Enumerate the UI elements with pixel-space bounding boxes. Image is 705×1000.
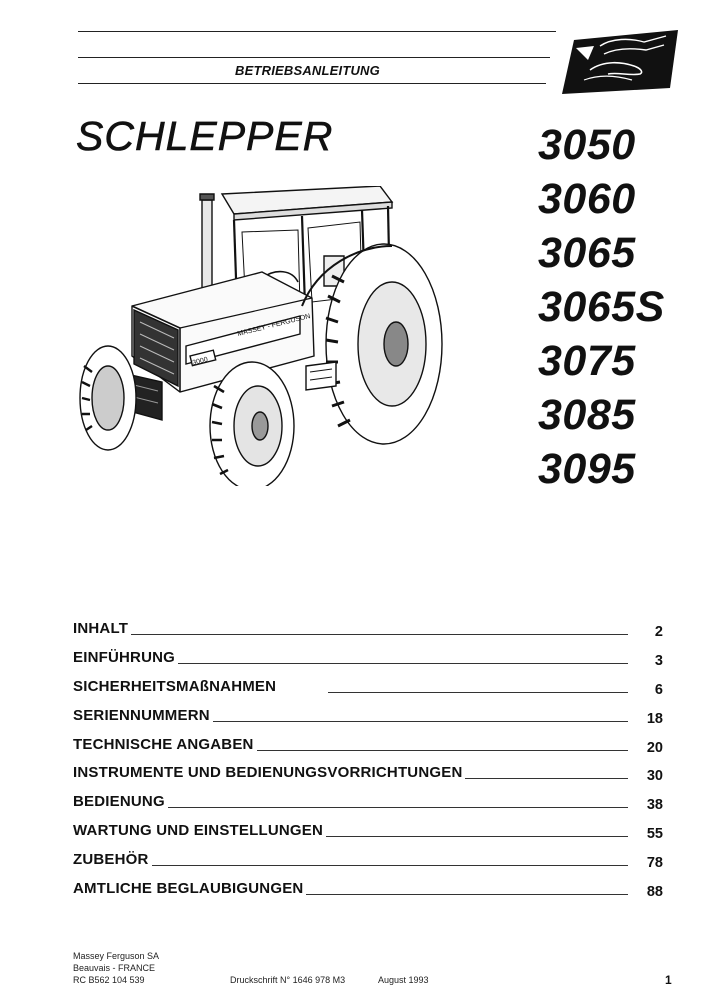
publisher-registration: RC B562 104 539 [73, 975, 145, 985]
toc-entry-page: 78 [646, 855, 663, 872]
toc-entry-page: 20 [646, 739, 663, 756]
model-number: 3065 [538, 229, 636, 277]
publisher-company: Massey Ferguson SA [73, 951, 160, 961]
dotted-leader [73, 865, 628, 866]
document-title: SCHLEPPER [76, 113, 334, 159]
toc-entry-page: 38 [646, 797, 663, 814]
model-badge-text: 3000 [191, 356, 209, 367]
toc-entry-page: 18 [646, 710, 663, 727]
toc-entry-page: 2 [654, 624, 663, 640]
toc-entry-title: INHALT [73, 620, 131, 637]
document-type-label: BETRIEBSANLEITUNG [235, 63, 380, 78]
table-of-contents [73, 618, 673, 907]
hand-holding-book-icon [560, 26, 680, 96]
toc-entry[interactable] [73, 878, 673, 907]
toc-entry[interactable] [73, 849, 673, 878]
toc-entry-title: ZUBEHÖR [73, 851, 152, 868]
toc-entry-title: EINFÜHRUNG [73, 649, 178, 666]
toc-entry-page: 6 [654, 681, 663, 698]
toc-entry[interactable] [73, 734, 673, 763]
toc-entry[interactable] [73, 676, 673, 705]
print-date: August 1993 [378, 975, 429, 985]
model-number: 3095 [538, 445, 636, 493]
toc-entry-page: 30 [646, 768, 663, 785]
model-number: 3065S [538, 283, 665, 331]
toc-entry-page: 3 [654, 652, 663, 669]
model-number: 3075 [538, 337, 636, 385]
model-list [538, 118, 698, 496]
toc-entry[interactable] [73, 647, 673, 676]
toc-entry-page: 88 [646, 884, 663, 901]
toc-entry-title: SERIENNUMMERN [73, 707, 213, 724]
toc-entry-title: TECHNISCHE ANGABEN [73, 736, 257, 753]
toc-entry[interactable] [73, 618, 673, 647]
header-rule-middle [78, 57, 550, 58]
toc-entry-title: BEDIENUNG [73, 793, 168, 810]
publisher-address [73, 950, 159, 986]
header-rule-top [78, 31, 556, 32]
tractor-illustration [62, 186, 452, 486]
model-number: 3050 [538, 121, 636, 169]
dotted-leader [73, 634, 628, 635]
toc-entry-title: INSTRUMENTE UND BEDIENUNGSVORRICHTUNGEN [73, 764, 465, 781]
header-rule-bottom [78, 83, 546, 84]
print-reference: Druckschrift N° 1646 978 M3 [230, 975, 346, 985]
toc-entry[interactable] [73, 705, 673, 734]
toc-entry[interactable] [73, 820, 673, 849]
publisher-city: Beauvais - FRANCE [73, 963, 156, 973]
model-number: 3085 [538, 391, 636, 439]
hood-brand-text: MASSEY - FERGUSON [236, 313, 312, 338]
page-number: 1 [665, 973, 672, 987]
toc-entry[interactable] [73, 791, 673, 820]
toc-entry-page: 55 [646, 826, 663, 843]
toc-entry-title: WARTUNG UND EINSTELLUNGEN [73, 822, 326, 839]
toc-entry-title: AMTLICHE BEGLAUBIGUNGEN [73, 880, 306, 897]
toc-entry-title: SICHERHEITSMAßNAHMEN [73, 678, 279, 695]
dotted-leader [328, 692, 628, 693]
toc-entry[interactable] [73, 762, 673, 791]
model-number: 3060 [538, 175, 636, 223]
